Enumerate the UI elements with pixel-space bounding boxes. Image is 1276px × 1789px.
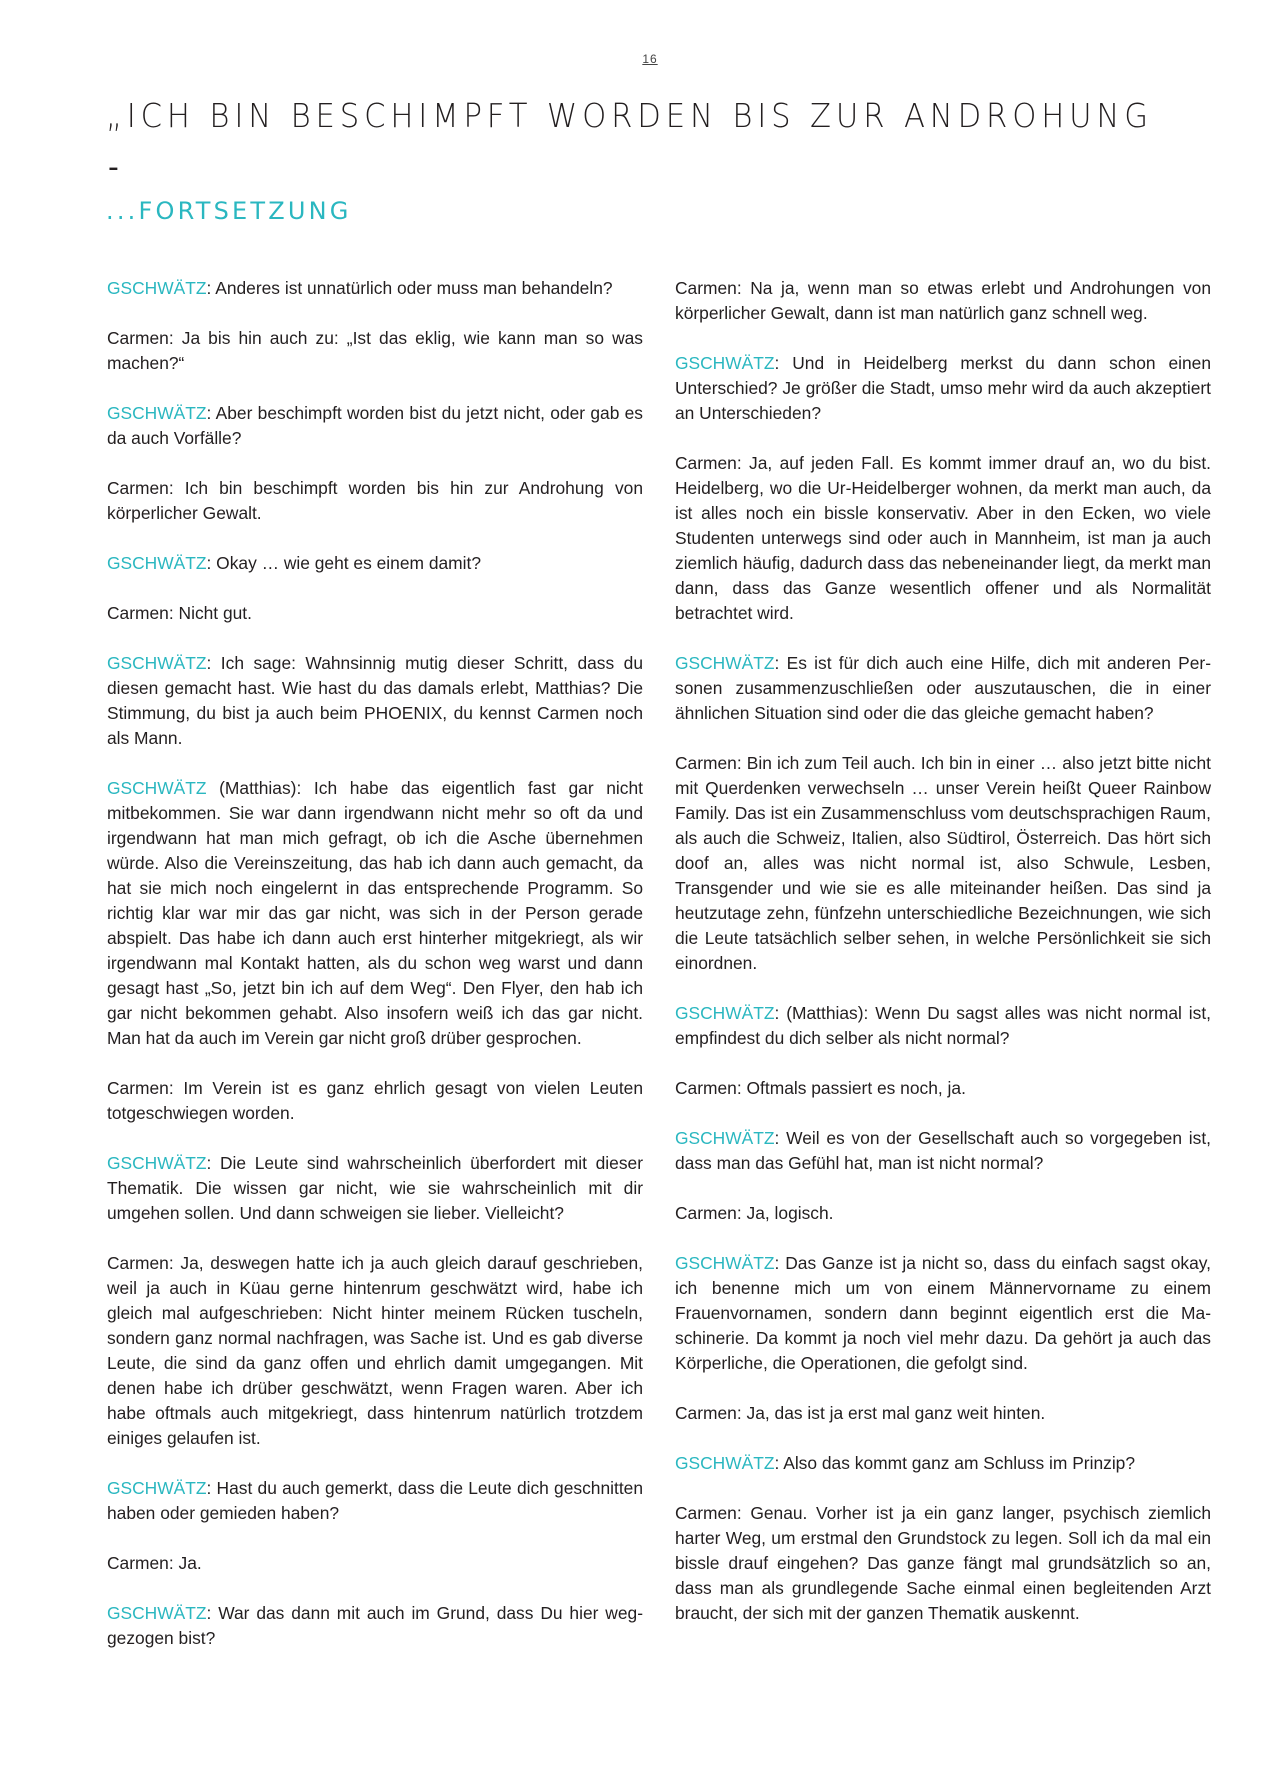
interview-paragraph bbox=[107, 601, 643, 626]
paragraph-text: : Das Ganze ist ja nicht so, dass du einfach sagst okay, ich benenne mich um von einem Männervorname zu einem Frauenvornamen, sondern dann beginnt eigentlich erst die Maschinerie. Da kommt ja noch viel mehr dazu. Da gehört ja auch das Körperliche, die Operationen, die gefolgt sind. bbox=[675, 1253, 1211, 1373]
paragraph-text: Carmen: Ja bis hin auch zu: „Ist das eklig, wie kann man so was machen?“ bbox=[107, 328, 643, 373]
page-subtitle: ...FORTSETZUNG bbox=[106, 197, 352, 225]
paragraph-text: : Hast du auch gemerkt, dass die Leute dich geschnitten haben oder gemieden haben? bbox=[107, 1478, 643, 1523]
paragraph-text: Carmen: Ja, das ist ja erst mal ganz weit hinten. bbox=[675, 1403, 1046, 1423]
paragraph-text: (Matthias): Ich habe das eigentlich fast gar nicht mitbekommen. Sie war dann irgendwann nicht mehr so oft da und irgendwann hat man mich gefragt, ob ich die Asche übernehmen würde. Also die Vereinszeitung, das hab ich dann auch gemacht, da hat sie mich noch eingelernt in das entsprechende Programm. So richtig klar war mir das gar nicht, was sich in der Person gerade abspielt. Das habe ich dann auch erst hinterher mitgekriegt, als wir irgendwann mal Kontakt hatten, als du schon weg warst und dann gesagt hast „So, jetzt bin ich auf dem Weg“. Den Flyer, den hab ich gar nicht bekommen gehabt. Also insofern weiß ich das gar nicht. Man hat da auch im Verein gar nicht groß drüber gesprochen. bbox=[107, 778, 643, 1048]
speaker-label: GSCHWÄTZ bbox=[107, 653, 207, 673]
interview-paragraph bbox=[107, 776, 643, 1051]
speaker-label: GSCHWÄTZ bbox=[107, 778, 207, 798]
interview-paragraph bbox=[675, 1401, 1211, 1426]
paragraph-text: Carmen: Oftmals passiert es noch, ja. bbox=[675, 1078, 966, 1098]
interview-paragraph bbox=[675, 651, 1211, 726]
speaker-label: GSCHWÄTZ bbox=[675, 353, 775, 373]
speaker-label: GSCHWÄTZ bbox=[107, 1153, 207, 1173]
page-number: 16 bbox=[642, 52, 658, 66]
interview-paragraph bbox=[675, 1201, 1211, 1226]
paragraph-text: : Weil es von der Gesellschaft auch so vorgegeben ist, dass man das Gefühl hat, man ist nicht normal? bbox=[675, 1128, 1211, 1173]
paragraph-text: Carmen: Ich bin beschimpft worden bis hin zur Androhung von körperlicher Gewalt. bbox=[107, 478, 643, 523]
paragraph-text: Carmen: Ja. bbox=[107, 1553, 202, 1573]
paragraph-text: Carmen: Ja, auf jeden Fall. Es kommt immer drauf an, wo du bist. Heidelberg, wo die Ur-Heidelberger wohnen, da merkt man auch, da ist alles noch ein bissle konservativ. Aber in den Ecken, wo viele Studenten unterwegs sind oder auch in Mannheim, ist man ja auch ziemlich häufig, dadurch dass das nebeneinander liegt, da merkt man dann, dass das Ganze wesentlich offener und als Normalität betrachtet wird. bbox=[675, 453, 1211, 623]
interview-paragraph bbox=[675, 351, 1211, 426]
interview-paragraph bbox=[675, 1076, 1211, 1101]
interview-paragraph bbox=[107, 551, 643, 576]
paragraph-text: : Also das kommt ganz am Schluss im Prinzip? bbox=[774, 1453, 1136, 1473]
interview-paragraph bbox=[107, 326, 643, 376]
paragraph-text: : (Matthias): Wenn Du sagst alles was nicht normal ist, empfindest du dich selber als nicht normal? bbox=[675, 1003, 1211, 1048]
paragraph-text: Carmen: Na ja, wenn man so etwas erlebt und Androhungen von körperlicher Gewalt, dann ist man natürlich ganz schnell weg. bbox=[675, 278, 1211, 323]
interview-paragraph bbox=[675, 1501, 1211, 1626]
paragraph-text: Carmen: Im Verein ist es ganz ehrlich gesagt von vielen Leuten totgeschwiegen worden. bbox=[107, 1078, 643, 1123]
speaker-label: GSCHWÄTZ bbox=[675, 1453, 775, 1473]
title-dash: - bbox=[108, 150, 119, 185]
paragraph-text: : Ich sage: Wahnsinnig mutig dieser Schritt, dass du diesen gemacht hast. Wie hast du das damals erlebt, Matthias? Die Stimmung, du bist ja auch beim PHOENIX, du kennst Carmen noch als Mann. bbox=[107, 653, 643, 748]
interview-paragraph bbox=[107, 651, 643, 751]
interview-paragraph bbox=[107, 401, 643, 451]
paragraph-text: Carmen: Ja, deswegen hatte ich ja auch gleich darauf geschrieben, weil ja auch in Küau gerne hintenrum geschwätzt wird, habe ich gleich mal aufgeschrieben: Nicht hinter meinem Rücken tuscheln, sondern ganz normal nachfragen, was Sache ist. Und es gab diverse Leute, die sind da ganz offen und ehrlich damit umgegangen. Mit denen habe ich drüber geschwätzt, wenn Fragen waren. Aber ich habe oftmals auch mitgekriegt, dass hintenrum natürlich trotzdem einiges gelaufen ist. bbox=[107, 1253, 643, 1448]
paragraph-text: : Die Leute sind wahrscheinlich überfordert mit dieser Thematik. Die wissen gar nicht, wie sie wahrscheinlich mit dir umgehen sollen. Und dann schweigen sie lieber. Vielleicht? bbox=[107, 1153, 643, 1223]
paragraph-text: Carmen: Nicht gut. bbox=[107, 603, 252, 623]
interview-paragraph bbox=[107, 1251, 643, 1451]
paragraph-text: Carmen: Genau. Vorher ist ja ein ganz langer, psychisch ziemlich harter Weg, um erstmal den Grundstock zu legen. Soll ich da mal ein bissle drauf eingehen? Das ganze fängt mal grundsätzlich so an, dass man als grundlegende Sache einmal einen begleitenden Arzt braucht, der sich mit der ganzen Thematik auskennt. bbox=[675, 1503, 1211, 1623]
interview-paragraph bbox=[107, 1551, 643, 1576]
speaker-label: GSCHWÄTZ bbox=[675, 653, 775, 673]
interview-paragraph bbox=[107, 1076, 643, 1126]
interview-column-right bbox=[675, 276, 1211, 1651]
paragraph-text: : Und in Heidelberg merkst du dann schon einen Unterschied? Je größer die Stadt, umso mehr wird da auch akzeptiert an Unterschieden? bbox=[675, 353, 1211, 423]
speaker-label: GSCHWÄTZ bbox=[107, 1603, 207, 1623]
paragraph-text: : War das dann mit auch im Grund, dass Du hier weggezogen bist? bbox=[107, 1603, 643, 1648]
speaker-label: GSCHWÄTZ bbox=[675, 1128, 775, 1148]
speaker-label: GSCHWÄTZ bbox=[675, 1253, 775, 1273]
paragraph-text: Carmen: Ja, logisch. bbox=[675, 1203, 834, 1223]
interview-paragraph bbox=[107, 476, 643, 526]
interview-paragraph bbox=[675, 276, 1211, 326]
page-title: „ICH BIN BESCHIMPFT WORDEN BIS ZUR ANDROHUNG bbox=[106, 96, 1153, 135]
interview-paragraph bbox=[675, 751, 1211, 976]
paragraph-text: : Okay … wie geht es einem damit? bbox=[206, 553, 482, 573]
speaker-label: GSCHWÄTZ bbox=[107, 403, 207, 423]
interview-paragraph bbox=[107, 1476, 643, 1526]
speaker-label: GSCHWÄTZ bbox=[107, 278, 207, 298]
interview-paragraph bbox=[675, 1451, 1211, 1476]
interview-paragraph bbox=[675, 1126, 1211, 1176]
speaker-label: GSCHWÄTZ bbox=[107, 553, 207, 573]
interview-paragraph bbox=[107, 1151, 643, 1226]
speaker-label: GSCHWÄTZ bbox=[107, 1478, 207, 1498]
paragraph-text: : Aber beschimpft worden bist du jetzt nicht, oder gab es da auch Vorfälle? bbox=[107, 403, 643, 448]
interview-column-left bbox=[107, 276, 643, 1676]
interview-paragraph bbox=[675, 1001, 1211, 1051]
interview-paragraph bbox=[107, 276, 643, 301]
paragraph-text: : Anderes ist unnatürlich oder muss man behandeln? bbox=[206, 278, 613, 298]
speaker-label: GSCHWÄTZ bbox=[675, 1003, 775, 1023]
interview-paragraph bbox=[675, 1251, 1211, 1376]
interview-paragraph bbox=[675, 451, 1211, 626]
interview-paragraph bbox=[107, 1601, 643, 1651]
paragraph-text: Carmen: Bin ich zum Teil auch. Ich bin in einer … also jetzt bitte nicht mit Querdenken verwechseln … unser Verein heißt Queer Rainbow Family. Das ist ein Zusammenschluss vom deutschsprachigen Raum, als auch die Schweiz, Italien, also Südtirol, Österreich. Das hört sich doof an, alles was nicht normal ist, also Schwule, Lesben, Transgender und wie sie es alle miteinander heißen. Das sind ja heutzutage zehn, fünfzehn unterschiedliche Bezeichnungen, wie sich die Leute tatsächlich selber sehen, in welche Persönlichkeit sie sich einordnen. bbox=[675, 753, 1211, 973]
paragraph-text: : Es ist für dich auch eine Hilfe, dich mit anderen Personen zusammenzuschließen oder auszutauschen, die in einer ähnlichen Situation sind oder die das gleiche gemacht haben? bbox=[675, 653, 1211, 723]
